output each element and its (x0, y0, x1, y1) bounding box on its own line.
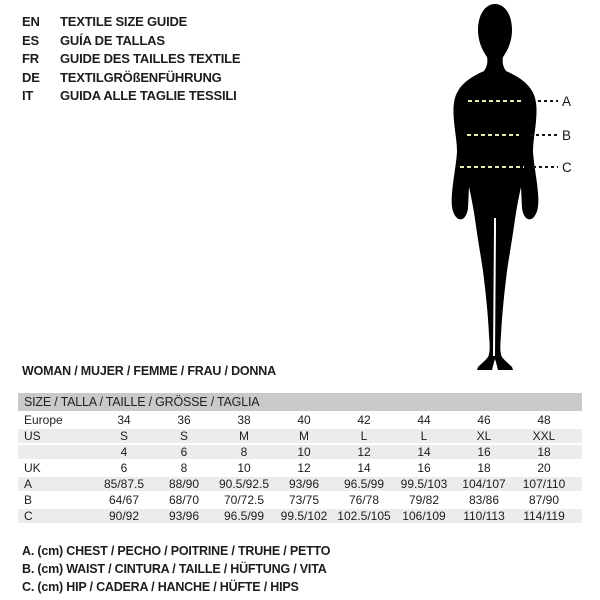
language-label: GUÍA DE TALLAS (60, 32, 165, 48)
size-table (18, 393, 582, 523)
language-row (22, 69, 240, 88)
cell: 12 (274, 460, 334, 476)
cell: 16 (394, 460, 454, 476)
cell: 42 (334, 412, 394, 428)
language-row (22, 32, 240, 51)
section-title: WOMAN / MUJER / FEMME / FRAU / DONNA (22, 364, 276, 378)
cell: 76/78 (334, 492, 394, 508)
cell: 20 (514, 460, 574, 476)
cell: 68/70 (154, 492, 214, 508)
language-list (22, 13, 240, 106)
cell: 6 (154, 444, 214, 460)
table-row-hip (18, 508, 582, 523)
spacer-cell (574, 476, 582, 492)
cell: 99.5/103 (394, 476, 454, 492)
cell: 18 (514, 444, 574, 460)
language-label: GUIDE DES TAILLES TEXTILE (60, 51, 241, 67)
table-row-uk (18, 460, 582, 476)
cell: 34 (94, 412, 154, 428)
table-header-row (18, 393, 582, 412)
cell: 87/90 (514, 492, 574, 508)
table-row-us-numeric (18, 444, 582, 460)
cell: S (94, 428, 154, 444)
cell: 90.5/92.5 (214, 476, 274, 492)
spacer-cell (574, 460, 582, 476)
cell: 36 (154, 412, 214, 428)
row-label: Europe (18, 412, 94, 428)
spacer-cell (574, 412, 582, 428)
cell: 104/107 (454, 476, 514, 492)
cell: S (154, 428, 214, 444)
cell: 12 (334, 444, 394, 460)
legend-line-chest: A. (cm) CHEST / PECHO / POITRINE / TRUHE / PETTO (22, 544, 331, 558)
cell: 6 (94, 460, 154, 476)
cell: 93/96 (154, 508, 214, 523)
size-table-header: SIZE / TALLA / TAILLE / GRÖSSE / TAGLIA (18, 393, 582, 412)
cell: 83/86 (454, 492, 514, 508)
measurement-figure (410, 0, 600, 378)
cell: M (274, 428, 334, 444)
cell: 40 (274, 412, 334, 428)
cell: 64/67 (94, 492, 154, 508)
spacer-cell (574, 444, 582, 460)
language-row (22, 50, 240, 69)
language-row (22, 13, 240, 32)
cell: 85/87.5 (94, 476, 154, 492)
row-label: UK (18, 460, 94, 476)
cell: M (214, 428, 274, 444)
cell: 114/119 (514, 508, 574, 523)
cell: 14 (334, 460, 394, 476)
spacer-cell (574, 508, 582, 523)
cell: 8 (154, 460, 214, 476)
cell: 90/92 (94, 508, 154, 523)
spacer-cell (574, 428, 582, 444)
marker-label-a: A (562, 94, 572, 109)
language-code: FR (22, 51, 39, 67)
cell: 48 (514, 412, 574, 428)
legend-line-waist: B. (cm) WAIST / CINTURA / TAILLE / HÜFTUNG / VITA (22, 562, 327, 576)
language-row (22, 87, 240, 106)
spacer-cell (574, 492, 582, 508)
cell: 107/110 (514, 476, 574, 492)
cell: 79/82 (394, 492, 454, 508)
cell: XL (454, 428, 514, 444)
cell: L (394, 428, 454, 444)
row-label: B (18, 492, 94, 508)
cell: 4 (94, 444, 154, 460)
language-label: TEXTILGRÖßENFÜHRUNG (60, 69, 222, 85)
cell: 99.5/102 (274, 508, 334, 523)
row-label: A (18, 476, 94, 492)
cell: 96.5/99 (214, 508, 274, 523)
leg-gap-line (494, 218, 495, 356)
cell: 46 (454, 412, 514, 428)
row-label (18, 444, 94, 460)
cell: 16 (454, 444, 514, 460)
language-code: IT (22, 88, 34, 104)
language-label: GUIDA ALLE TAGLIE TESSILI (60, 88, 237, 104)
row-label: C (18, 508, 94, 523)
language-code: EN (22, 14, 40, 29)
cell: 73/75 (274, 492, 334, 508)
measurement-legend (22, 542, 330, 596)
language-label: TEXTILE SIZE GUIDE (60, 14, 188, 29)
language-code: ES (22, 32, 39, 48)
cell: 8 (214, 444, 274, 460)
table-row-europe (18, 412, 582, 428)
cell: XXL (514, 428, 574, 444)
cell: 38 (214, 412, 274, 428)
language-code: DE (22, 69, 40, 85)
legend-line-hip: C. (cm) HIP / CADERA / HANCHE / HÜFTE / HIPS (22, 580, 299, 594)
cell: 88/90 (154, 476, 214, 492)
marker-label-c: C (562, 160, 572, 175)
row-label: US (18, 428, 94, 444)
cell: L (334, 428, 394, 444)
cell: 106/109 (394, 508, 454, 523)
cell: 10 (214, 460, 274, 476)
table-row-us (18, 428, 582, 444)
marker-label-b: B (562, 128, 572, 143)
cell: 110/113 (454, 508, 514, 523)
cell: 96.5/99 (334, 476, 394, 492)
cell: 102.5/105 (334, 508, 394, 523)
cell: 93/96 (274, 476, 334, 492)
cell: 70/72.5 (214, 492, 274, 508)
table-row-waist (18, 492, 582, 508)
cell: 10 (274, 444, 334, 460)
cell: 44 (394, 412, 454, 428)
table-row-chest (18, 476, 582, 492)
cell: 14 (394, 444, 454, 460)
cell: 18 (454, 460, 514, 476)
